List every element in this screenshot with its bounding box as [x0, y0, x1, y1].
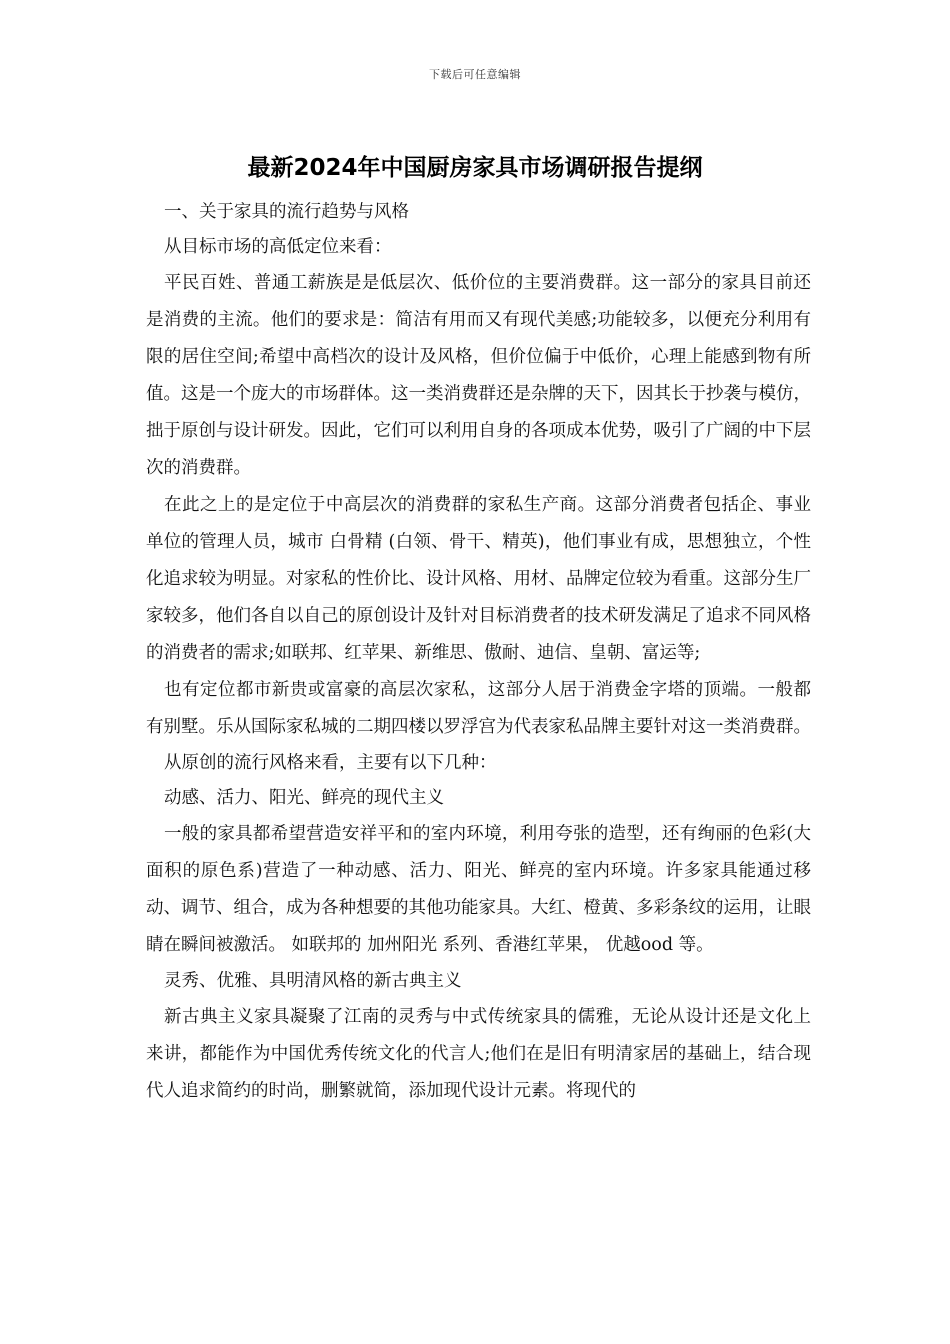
- paragraph-high-tier-consumers: 也有定位都市新贵或富豪的高层次家私，这部分人居于消费金字塔的顶端。一般都有别墅。乐从国际家私城的二期四楼以罗浮宫为代表家私品牌主要针对这一类消费群。: [146, 680, 811, 737]
- document-title: 最新2024年中国厨房家具市场调研报告提纲: [247, 155, 703, 181]
- document-body: [146, 195, 811, 1110]
- paragraph-modernism: 一般的家具都希望营造安祥平和的室内环境，利用夸张的造型，还有绚丽的色彩(大面积的原色系)营造了一种动感、活力、阳光、鲜亮的室内环境。许多家具能通过移动、调节、组合，成为各种想要的其他功能家具。大红、橙黄、多彩条纹的运用，让眼睛在瞬间被激活。 如联邦的 加州阳光 系列、香港红苹果， 优越ood 等。: [146, 824, 811, 955]
- paragraph-mid-high-tier-consumers: 在此之上的是定位于中高层次的消费群的家私生产商。这部分消费者包括企、事业单位的管理人员，城市 白骨精 (白领、骨干、精英)，他们事业有成，思想独立，个性化追求较为明显。对家私的性价比、设计风格、用材、品牌定位较为看重。这部分生厂家较多，他们各自以自己的原创设计及针对目标消费者的技术研发满足了追求不同风格的消费者的需求;如联邦、红苹果、新维思、傲耐、迪信、皇朝、富运等;: [146, 495, 811, 663]
- subheading-original-styles: 从原创的流行风格来看，主要有以下几种：: [164, 753, 497, 773]
- paragraph-neoclassicism: 新古典主义家具凝聚了江南的灵秀与中式传统家具的儒雅，无论从设计还是文化上来讲，都能作为中国优秀传统文化的代言人;他们在是旧有明清家居的基础上，结合现代人追求简约的时尚，删繁就简，添加现代设计元素。将现代的: [146, 1007, 811, 1101]
- paragraph-low-tier-consumers: 平民百姓、普通工薪族是是低层次、低价位的主要消费群。这一部分的家具目前还是消费的主流。他们的要求是：简洁有用而又有现代美感;功能较多，以便充分利用有限的居住空间;希望中高档次的设计及风格，但价位偏于中低价，心理上能感到物有所值。这是一个庞大的市场群体。这一类消费群还是杂牌的天下，因其长于抄袭与模仿，拙于原创与设计研发。因此，它们可以利用自身的各项成本优势，吸引了广阔的中下层次的消费群。: [146, 273, 811, 478]
- style-heading-neoclassicism: 灵秀、优雅、具明清风格的新古典主义: [164, 971, 462, 991]
- style-heading-modernism: 动感、活力、阳光、鲜亮的现代主义: [164, 788, 444, 808]
- section-heading-trends: 一、关于家具的流行趋势与风格: [164, 202, 409, 222]
- page-header-note: 下载后可任意编辑: [429, 68, 521, 81]
- subheading-market-positioning: 从目标市场的高低定位来看：: [164, 237, 392, 257]
